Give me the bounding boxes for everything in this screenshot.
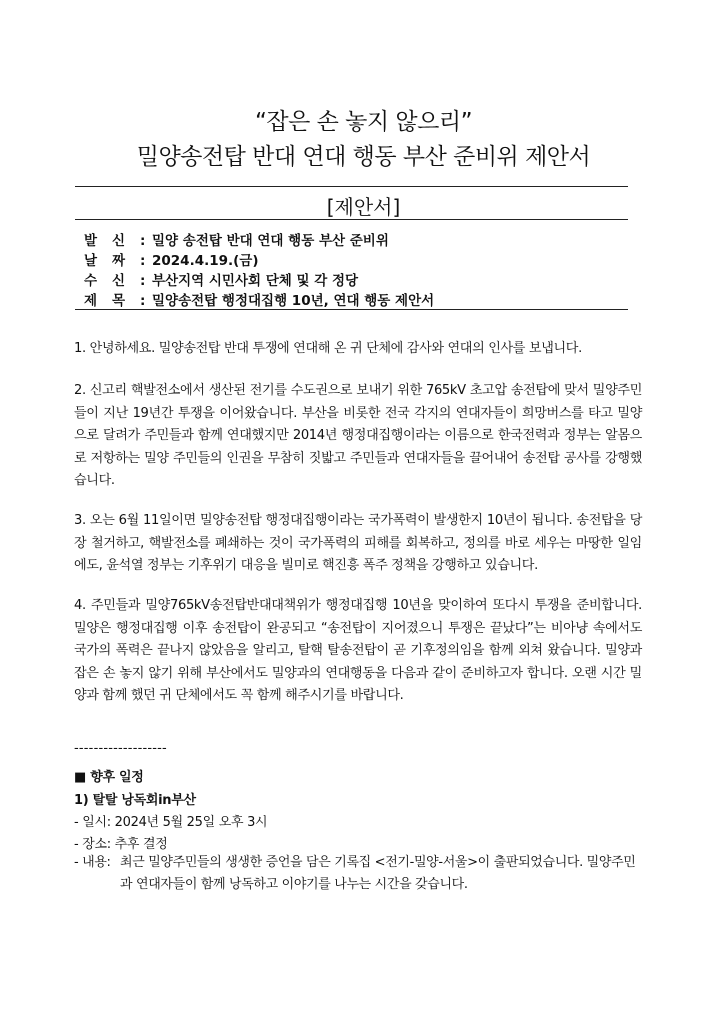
meta-colon: : <box>140 253 146 269</box>
meta-label: 목 <box>112 293 126 309</box>
meta-label: 발 <box>84 233 98 249</box>
event-content <box>74 852 642 896</box>
paragraph-3: 3. 오는 6월 11일이면 밀양송전탑 행정대집행이라는 국가폭력이 발생한지 10년이 됩니다. 송전탑을 당장 철거하고, 핵발전소를 폐쇄하는 것이 국가폭력의 피해를 회복하고, 정의를 바로 세우는 마땅한 일임에도, 윤석열 정부는 기후위기 대응을 빌미로 핵진흥 폭주 정책을 강행하고 있습니다. <box>74 513 642 574</box>
paragraph-1: 1. 안녕하세요. 밀양송전탑 반대 투쟁에 연대해 온 귀 단체에 감사와 연대의 인사를 보냅니다. <box>74 341 582 356</box>
event-title: 1) 탈탈 낭독회in부산 <box>74 793 196 808</box>
meta-colon: : <box>140 233 146 249</box>
document-title-slogan: “잡은 손 놓지 않으리” <box>254 109 472 135</box>
meta-colon: : <box>140 293 146 309</box>
meta-label: 짜 <box>112 253 126 269</box>
meta-receiver-value: 부산지역 시민사회 단체 및 각 정당 <box>152 273 359 289</box>
meta-date-value: 2024.4.19.(금) <box>152 253 259 269</box>
event-content-text: 최근 밀양주민들의 생생한 증언을 담은 기록집 <전기-밀양-서울>이 출판되었습니다. 밀양주민과 연대자들이 함께 낭독하고 이야기를 나누는 시간을 갖습니다. <box>120 855 636 892</box>
meta-date <box>84 249 259 269</box>
meta-label: 신 <box>112 233 126 249</box>
meta-colon: : <box>140 273 146 289</box>
meta-label: 날 <box>84 253 98 269</box>
schedule-heading: ■ 향후 일정 <box>74 770 144 785</box>
meta-bottom-rule <box>75 309 628 310</box>
event-date: - 일시: 2024년 5월 25일 오후 3시 <box>74 815 268 830</box>
event-place: - 장소: 추후 결정 <box>74 837 168 852</box>
meta-receiver <box>84 269 358 289</box>
paragraph-4: 4. 주민들과 밀양765kV송전탑반대대책위가 행정대집행 10년을 맞이하여 또다시 투쟁을 준비합니다. 밀양은 행정대집행 이후 송전탑이 완공되고 “송전탑이 지어졌으니 투쟁은 끝났다”는 비아냥 속에서도 국가의 폭력은 끝나지 않았음을 알리고, 탈핵 탈송전탑이 곧 기후정의임을 함께 외쳐 왔습니다. 밀양과 잡은 손 놓지 않기 위해 부산에서도 밀양과의 연대행동을 다음과 같이 준비하고자 합니다. 오랜 시간 밀양과 함께 했던 귀 단체에서도 꼭 함께 해주시기를 바랍니다. <box>74 598 642 704</box>
section-label: [제안서] <box>326 195 401 219</box>
document-title: 밀양송전탑 반대 연대 행동 부산 준비위 제안서 <box>136 144 591 170</box>
meta-sender-value: 밀양 송전탑 반대 연대 행동 부산 준비위 <box>152 233 389 249</box>
meta-subject <box>84 289 434 309</box>
meta-label: 수 <box>84 273 98 289</box>
header-rule <box>75 219 628 220</box>
divider-dashes: ------------------- <box>74 741 167 756</box>
meta-sender <box>84 229 389 249</box>
meta-label: 제 <box>84 293 98 309</box>
top-rule <box>75 186 628 187</box>
meta-label: 신 <box>112 273 126 289</box>
paragraph-2: 2. 신고리 핵발전소에서 생산된 전기를 수도권으로 보내기 위한 765kV 초고압 송전탑에 맞서 밀양주민들이 지난 19년간 투쟁을 이어왔습니다. 부산을 비롯한 전국 각지의 연대자들이 희망버스를 타고 밀양으로 달려가 주민들과 함께 연대했지만 2014년 행정대집행이라는 이름으로 한국전력과 정부는 알몸으로 저항하는 밀양 주민들의 인권을 무참히 짓밟고 주민들과 연대자들을 끌어내어 송전탑 공사를 강행했습니다. <box>74 383 642 489</box>
event-content-label: - 내용: <box>74 855 111 870</box>
meta-subject-value: 밀양송전탑 행정대집행 10년, 연대 행동 제안서 <box>152 293 435 309</box>
